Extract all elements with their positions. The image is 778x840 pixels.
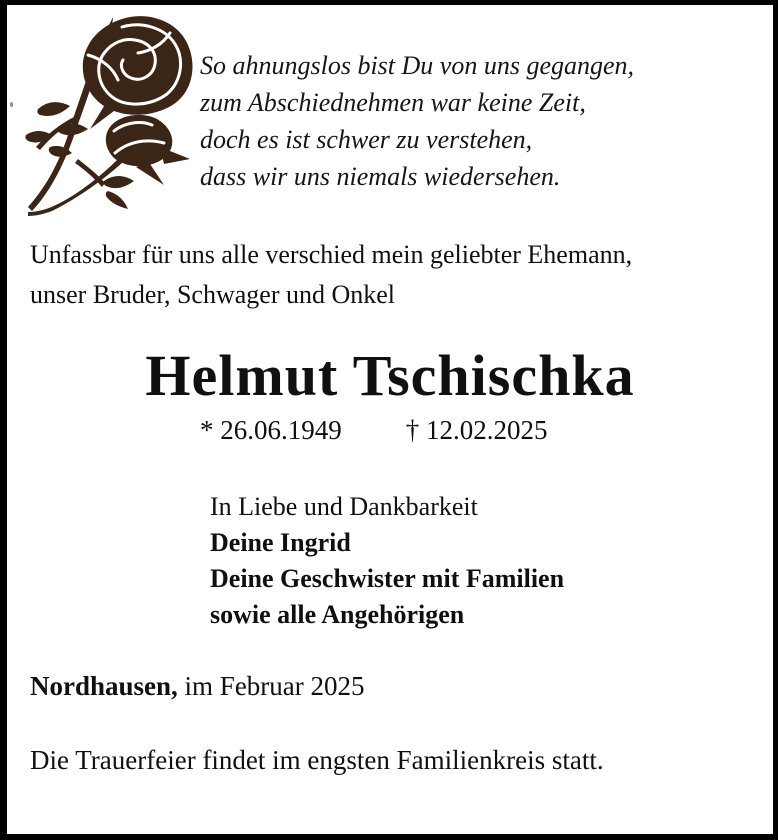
intro-line: Unfassbar für uns alle verschied mein geliebter Ehemann, bbox=[30, 240, 633, 269]
farewell-block bbox=[210, 489, 564, 633]
death-date: † 12.02.2025 bbox=[405, 415, 548, 445]
mourner-line: sowie alle Angehörigen bbox=[210, 600, 465, 629]
deceased-name: Helmut Tschischka bbox=[145, 343, 635, 408]
place-name: Nordhausen, bbox=[30, 671, 178, 701]
mourner-line: Deine Ingrid bbox=[210, 528, 351, 557]
poem-line: dass wir uns niemals wiedersehen. bbox=[200, 162, 561, 191]
mourner-line: Deine Geschwister mit Familien bbox=[210, 564, 565, 593]
date-text: im Februar 2025 bbox=[177, 671, 365, 701]
memorial-poem bbox=[200, 47, 634, 195]
poem-line: zum Abschiednehmen war keine Zeit, bbox=[200, 88, 586, 117]
rose-icon bbox=[18, 13, 218, 218]
funeral-note: Die Trauerfeier findet im engsten Familienkreis statt. bbox=[30, 745, 604, 775]
place-date-line bbox=[30, 671, 365, 702]
birth-date: * 26.06.1949 bbox=[200, 415, 342, 445]
poem-line: So ahnungslos bist Du von uns gegangen, bbox=[200, 51, 635, 80]
intro-paragraph bbox=[30, 235, 632, 315]
scan-artifact-dot bbox=[10, 102, 13, 107]
farewell-intro-line: In Liebe und Dankbarkeit bbox=[210, 492, 478, 521]
intro-line: unser Bruder, Schwager und Onkel bbox=[30, 280, 396, 309]
poem-line: doch es ist schwer zu verstehen, bbox=[200, 125, 533, 154]
life-dates bbox=[200, 415, 548, 446]
